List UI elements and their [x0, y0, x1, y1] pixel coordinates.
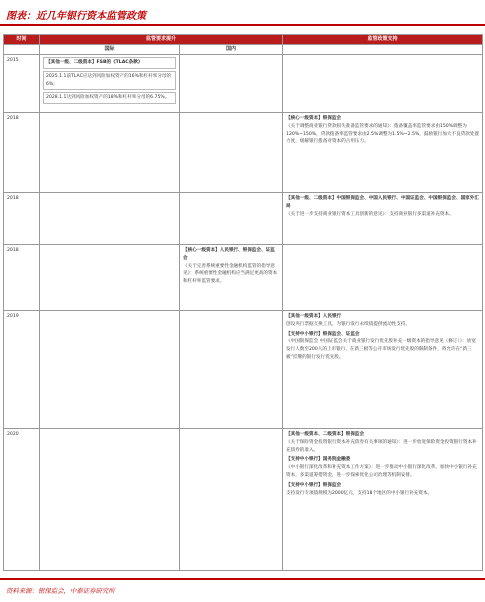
support-line: 《关于调整商业银行贷款损失准备监管要求的通知》：拨备覆盖率监管要求由150%调整为120%~150%，贷款拨备率监管要求由2.5%调整为1.5%~2.5%，鼓励银行加大不良贷款处置力度，缓解银行拨备对资本的占用压力。 — [286, 123, 480, 145]
year-cell: 2018 — [4, 245, 40, 311]
domestic-cell — [180, 311, 283, 429]
header-requirement: 监管要求提升 — [40, 35, 283, 45]
subheader-domestic: 国内 — [180, 45, 283, 55]
support-line: 《关于进一步支持商业银行资本工具创新的意见》：支持商业银行多渠道补充资本。 — [286, 211, 454, 217]
support-heading: 【其他一级资本、二级资本】银保监会 — [286, 432, 365, 437]
table-row — [4, 245, 483, 311]
table-row — [4, 55, 483, 113]
support-heading-3: 【支持中小银行】银保监会 — [286, 482, 342, 488]
support-cell — [283, 311, 483, 429]
intl-heading: 【其他一级、二级资本】FSB的《TLAC条款》 — [43, 57, 176, 69]
support-heading-2: 【支持中小银行】银保监会、证监会 — [286, 331, 360, 337]
support-cell — [283, 193, 483, 245]
domestic-cell — [180, 245, 283, 311]
support-heading: 【核心一级资本】银保监会 — [286, 116, 342, 121]
support-heading: 【其他一级、二级资本】中国银保监会、中国人民银行、中国证监会、中国银保监会、国家外汇局 — [286, 196, 479, 209]
intl-line: 2028.1.1达到风险加权资产的18%和杠杆率分母的6.75%。 — [43, 92, 176, 104]
year-cell: 2018 — [4, 193, 40, 245]
table-row — [4, 193, 483, 245]
intl-cell — [40, 193, 180, 245]
support-cell — [283, 429, 483, 571]
domestic-line: 《关于完善系统重要性金融机构监管的指导意见》：系统重要性金融机构应当满足更高的资本和杠杆率监管要求。 — [183, 263, 278, 285]
table-row — [4, 113, 483, 193]
support-heading: 【其他一级资本】人民银行 — [286, 314, 342, 319]
intl-cell — [40, 245, 180, 311]
page-title: 图表：近几年银行资本监管政策 — [6, 11, 146, 22]
domestic-heading: 【核心一级资本】人民银行、银保监会、证监会 — [183, 248, 275, 261]
subheader-blank-2 — [283, 45, 483, 55]
support-cell — [283, 55, 483, 113]
domestic-cell — [180, 429, 283, 571]
policy-table — [3, 34, 483, 571]
subheader-blank — [4, 45, 40, 55]
table-row — [4, 311, 483, 429]
header-support: 监管政策支持 — [283, 35, 483, 45]
year-cell: 2018 — [4, 113, 40, 193]
intl-line: 2025.1.1前TLAC应达到风险加权资产的16%和杠杆率分母的6%; — [43, 71, 176, 91]
year-cell: 2019 — [4, 311, 40, 429]
support-line: 创设央行票据互换工具，为银行发行永续债提供流动性支持。 — [286, 321, 411, 327]
intl-cell — [40, 113, 180, 193]
domestic-cell — [180, 193, 283, 245]
footer — [0, 578, 485, 602]
support-line-2: 《中国银保监会 中国证监会关于商业银行发行优先股补充一级资本的指导意见（修订）》：放宽发行人数至200人的上市银行，在新三板等公开市场发行优先股的限制条件，将允许在“新三板”挂牌的银行发行优先股。 — [286, 339, 476, 360]
support-line: 《关于保险资金投资银行资本补充债券有关事项的通知》：进一步放宽保险资金投资银行资本补充债券的准入。 — [286, 439, 477, 453]
title-bar — [0, 0, 485, 26]
support-line-2: 《中小银行深化改革和补充资本工作方案》：进一步推动中小银行深化改革，加快中小银行补充资本，多渠道筹措资金，进一步探索优化公司治理等机制安排。 — [286, 465, 477, 478]
support-heading-2: 【支持中小银行】国务院金融委 — [286, 457, 351, 463]
domestic-cell — [180, 55, 283, 113]
domestic-cell — [180, 113, 283, 193]
intl-cell — [40, 55, 180, 113]
support-cell — [283, 113, 483, 193]
source-note: 资料来源：银保监会，中泰证券研究所 — [6, 587, 115, 595]
table-row — [4, 429, 483, 571]
subheader-intl: 国际 — [40, 45, 180, 55]
support-line-3: 支持发行专项债规模为2000亿元，支持18个地区的中小银行补充资本。 — [286, 490, 433, 496]
support-cell — [283, 245, 483, 311]
header-year: 时间 — [4, 35, 40, 45]
intl-cell — [40, 429, 180, 571]
year-cell: 2015 — [4, 55, 40, 113]
year-cell: 2020 — [4, 429, 40, 571]
intl-cell — [40, 311, 180, 429]
